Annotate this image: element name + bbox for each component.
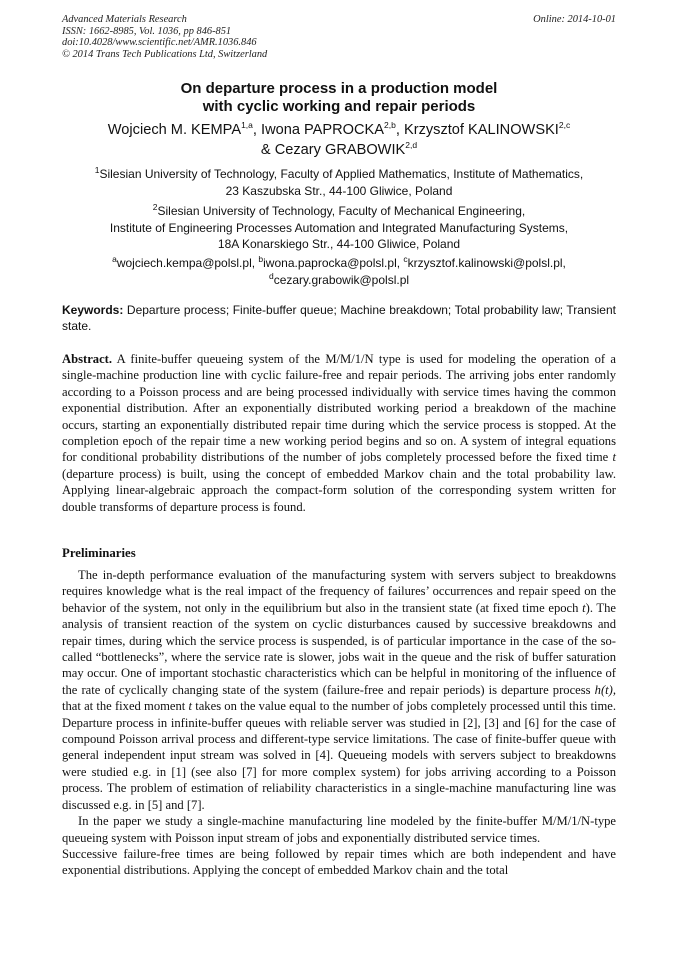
affiliation-2-line-2: Institute of Engineering Processes Automation and Integrated Manufacturing Systems, xyxy=(109,220,569,235)
online-date: Online: 2014-10-01 xyxy=(533,14,616,25)
affiliation-2-line-1: Silesian University of Technology, Faculty of Mechanical Engineering, xyxy=(157,204,526,218)
affiliation-1-line-1: Silesian University of Technology, Faculty of Applied Mathematics, Institute of Mathematics, xyxy=(99,167,584,181)
email-b-sup: b xyxy=(258,254,264,264)
abstract-italic-t: t xyxy=(612,450,616,465)
affiliation-2-line-3: 18A Konarskiego Str., 44-100 Gliwice, Poland xyxy=(217,237,461,251)
author-paprocka: Iwona PAPROCKA xyxy=(261,122,385,138)
author-grabowik-sup: 2,d xyxy=(405,140,418,151)
issn-line: ISSN: 1662-8985, Vol. 1036, pp 846-851 xyxy=(62,25,232,37)
p1-italic-ht: h(t), xyxy=(594,682,616,697)
affiliation-2 xyxy=(0,203,678,253)
author-grabowik: & Cezary GRABOWIK xyxy=(260,142,406,158)
preliminaries-body xyxy=(62,567,616,879)
copyright-line: © 2014 Trans Tech Publications Ltd, Switzerland xyxy=(62,48,268,60)
journal-name: Advanced Materials Research xyxy=(62,14,187,25)
email-kempa: wojciech.kempa@polsl.pl, xyxy=(116,256,259,270)
preliminaries-paragraph-1 xyxy=(62,567,616,813)
email-grabowik: cezary.grabowik@polsl.pl xyxy=(273,272,410,287)
p1-text-a: The in-depth performance evaluation of the manufacturing system with servers subject to breakdowns requires knowledge what is the real impact of the frequency of failures’ occurrences and repair speed on the behavior of the system, not only in the equilibrium but also in the transient state (at fixed time epoch xyxy=(62,568,616,615)
preliminaries-paragraph-3: Successive failure-free times are being followed by repair times which are both independent and have exponential distributions. Applying the concept of embedded Markov chain and the total xyxy=(62,846,616,878)
author-paprocka-sup: 2,b xyxy=(384,120,396,131)
p1-italic-t: t xyxy=(582,600,586,615)
abstract-text-2: (departure process) is built, using the concept of embedded Markov chain and the total probability law. Applying linear-algebraic approach the compact-form solution of the corresponding system written for double transforms of departure process is found. xyxy=(62,466,616,514)
paper-title xyxy=(0,80,678,116)
keywords xyxy=(62,302,616,334)
affiliation-1-line-2: 23 Kaszubska Str., 44-100 Gliwice, Poland xyxy=(225,183,453,198)
p1-text-b: ). The analysis of transient reaction of the system on cyclic disturbances caused by successive breakdowns and repair times, during which the service process is suspended, is of particular importance in the case of the so-called “bottlenecks”, where the service rate is slower, jobs wait in the queue and the risk of buffer saturation may occur. One of important stochastic characteristics which can be helpful in monitoring of the influence of the rate of cyclically changing state of the system (failure-free and repair periods) is departure process xyxy=(62,600,617,697)
email-a-sup: a xyxy=(112,254,117,264)
p1-text-d: takes on the value equal to the number of jobs completely processed until this time. Departure process in infinite-buffer queues with reliable server was studied in [2], [3] and [6] for the case of compound Poisson arrival process and different-type service limitations. The case of finite-buffer queue with general independent input stream was solved in [4]. Queueing models with servers subject to breakdowns were studied e.g. in [1] (see also [7] for more complex system) for jobs arriving according to a Poisson process. The problem of estimation of reliability characteristics in a single-machine manufacturing line was discussed e.g. in [5] and [7]. xyxy=(62,699,616,812)
abstract-text-1: A finite-buffer queueing system of the M/M/1/N type is used for modeling the operation of a single-machine production line with cyclic failure-free and repair periods. The arriving jobs enter randomly according to a Poisson process and are being processed individually with service times having the common exponential distribution. After an exponentially distributed working period a breakdown of the machine occurs, starting an exponentially distributed repair time during which the service process is stopped. At the completion epoch of the repair time a new working period begins and so on. A system of integral equations for conditional probability distributions of the number of jobs completely processed before the fixed time xyxy=(62,352,616,465)
author-kalinowski: Krzysztof KALINOWSKI xyxy=(403,122,559,138)
abstract-label: Abstract. xyxy=(62,352,113,366)
affiliation-2-sup: 2 xyxy=(152,202,158,212)
p1-text-c: that at the fixed moment xyxy=(62,699,189,714)
affiliation-1 xyxy=(0,166,678,199)
keywords-label: Keywords: xyxy=(62,303,124,317)
preliminaries-paragraph-2: In the paper we study a single-machine manufacturing line modeled by the finite-buffer M/M/1/N-type queueing system with Poisson input stream of jobs and exponentially distributed service times. xyxy=(62,814,616,845)
journal-header xyxy=(62,14,616,60)
email-d-sup: d xyxy=(268,270,274,281)
title-line-2: with cyclic working and repair periods xyxy=(202,98,476,115)
p1-italic-t2: t xyxy=(188,699,193,714)
affiliation-1-sup: 1 xyxy=(94,165,100,175)
author-kempa-sup: 1,a xyxy=(241,120,253,131)
title-line-1: On departure process in a production model xyxy=(180,80,498,97)
author-kalinowski-sup: 2,c xyxy=(558,120,571,131)
doi-line: doi:10.4028/www.scientific.net/AMR.1036.846 xyxy=(62,37,257,49)
author-kempa: Wojciech M. KEMPA xyxy=(107,122,242,138)
email-c-sup: c xyxy=(403,254,408,264)
abstract xyxy=(62,351,616,515)
author-list: Wojciech M. KEMPA$^{1,a}$, Iwona PAPROCKA$^{2,b}$, Krzysztof KALINOWSKI$^{2,c}$ & Cezary GRABOWIK$^{2,d}$ xyxy=(107,120,571,158)
email-list xyxy=(0,255,678,288)
section-heading-preliminaries: Preliminaries xyxy=(62,546,136,560)
email-kalinowski: krzysztof.kalinowski@polsl.pl, xyxy=(407,256,566,270)
keywords-text: Departure process; Finite-buffer queue; Machine breakdown; Total probability law; Transient state. xyxy=(62,303,616,333)
email-paprocka: iwona.paprocka@polsl.pl, xyxy=(263,256,404,270)
